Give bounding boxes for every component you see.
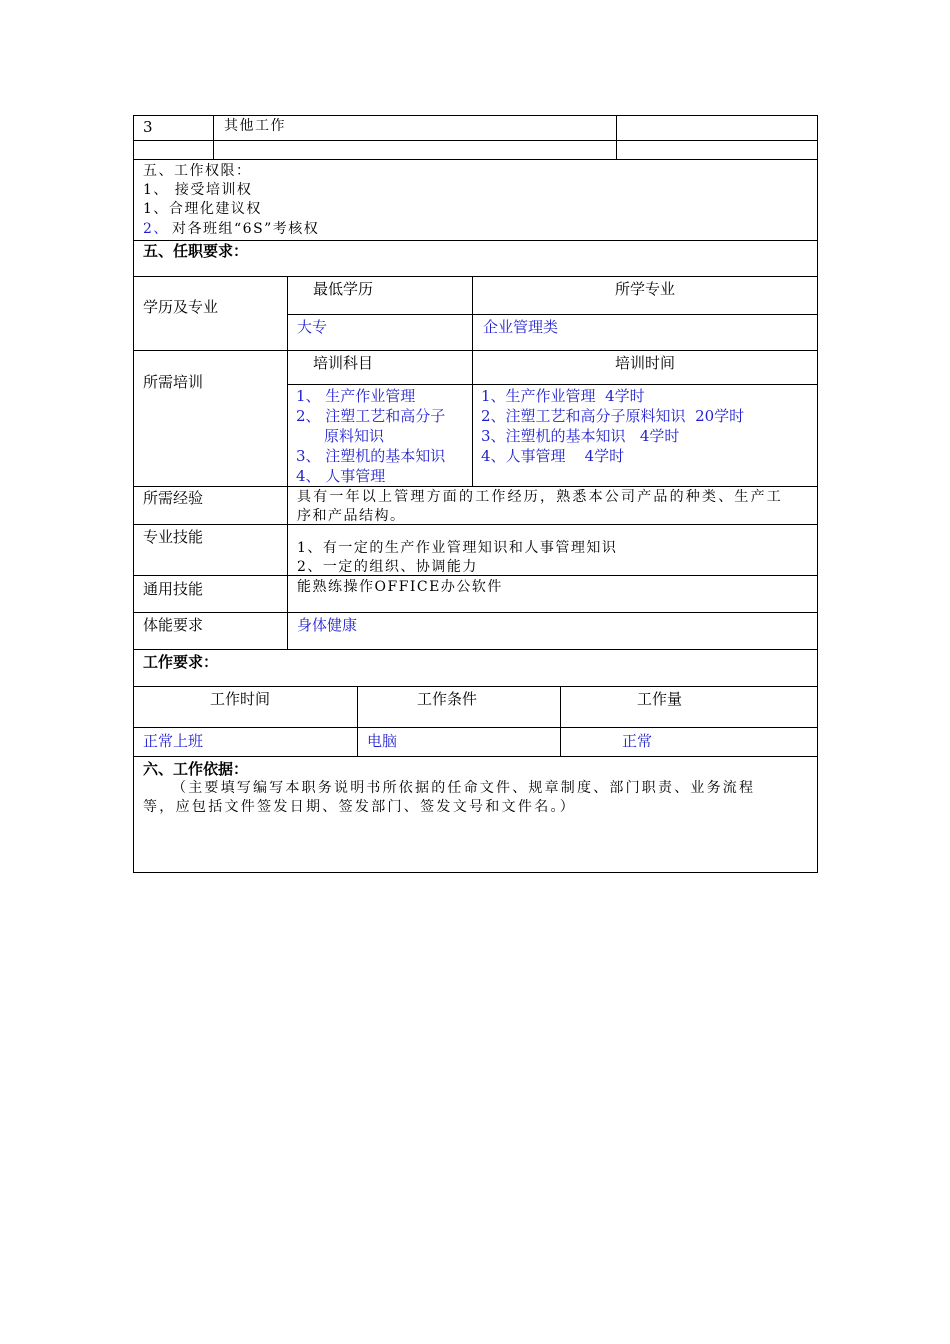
- authority-title: 五、工作权限：: [143, 163, 252, 179]
- skill-text: 2、一定的组织、协调能力: [297, 559, 478, 575]
- general-skill-label: 通用技能: [143, 580, 204, 598]
- training-subject: 1、 生产作业管理: [296, 387, 416, 405]
- table-line: [287, 314, 817, 315]
- table-line: [472, 276, 473, 486]
- physical-value: 身体健康: [297, 616, 358, 634]
- table-line: [133, 686, 817, 687]
- table-line: [133, 524, 817, 525]
- authority-item: 1、 接受培训权: [143, 182, 253, 198]
- edu-col-header: 所学专业: [615, 280, 676, 298]
- table-line: [133, 727, 817, 728]
- workload-value: 正常: [622, 732, 653, 750]
- general-skill-text: 能熟练操作OFFICE办公软件: [297, 579, 503, 595]
- training-col-header: 培训科目: [313, 354, 374, 372]
- table-border-left: [133, 115, 134, 872]
- experience-text: 序和产品结构。: [297, 508, 406, 524]
- table-line: [133, 649, 817, 650]
- table-line: [133, 756, 817, 757]
- work-req-title: 工作要求：: [143, 653, 219, 671]
- work-time-value: 正常上班: [143, 732, 204, 750]
- training-subject: 原料知识: [324, 427, 385, 445]
- edu-value: 大专: [297, 318, 328, 336]
- row-label: 其他工作: [224, 118, 286, 134]
- training-time: 2、注塑工艺和高分子原料知识 20学时: [481, 407, 745, 425]
- training-col-header: 培训时间: [615, 354, 676, 372]
- skill-label: 专业技能: [143, 528, 204, 546]
- table-line: [357, 686, 358, 756]
- authority-item-number: 2、: [143, 221, 169, 237]
- table-border-bottom: [133, 872, 818, 873]
- physical-label: 体能要求: [143, 616, 204, 634]
- experience-text: 具有一年以上管理方面的工作经历，熟悉本公司产品的种类、生产工: [297, 489, 783, 505]
- experience-label: 所需经验: [143, 489, 204, 507]
- basis-text: （主要填写编写本职务说明书所依据的任命文件、规章制度、部门职责、业务流程: [172, 780, 756, 796]
- table-line: [133, 276, 817, 277]
- edu-label: 学历及专业: [143, 298, 219, 316]
- basis-text: 等，应包括文件签发日期、签发部门、签发文号和文件名。）: [143, 799, 577, 815]
- table-line: [133, 159, 817, 160]
- table-line: [213, 115, 214, 159]
- row-number: 3: [143, 118, 153, 136]
- training-subject: 2、 注塑工艺和高分子: [296, 407, 446, 425]
- work-req-col-header: 工作时间: [210, 690, 271, 708]
- work-condition-value: 电脑: [367, 732, 398, 750]
- basis-title: 六、工作依据：: [143, 760, 249, 778]
- training-time: 4、人事管理 4学时: [481, 447, 625, 465]
- table-line: [560, 686, 561, 756]
- training-time: 3、注塑机的基本知识 4学时: [481, 427, 680, 445]
- authority-item: 1、合理化建议权: [143, 201, 262, 217]
- table-line: [287, 384, 817, 385]
- skill-text: 1、有一定的生产作业管理知识和人事管理知识: [297, 540, 618, 556]
- authority-item: 对各班组“6S”考核权: [172, 221, 320, 237]
- training-label: 所需培训: [143, 373, 204, 391]
- work-req-col-header: 工作量: [637, 690, 683, 708]
- table-border-right: [817, 115, 818, 872]
- training-time: 1、生产作业管理 4学时: [481, 387, 645, 405]
- requirements-title: 五、任职要求：: [143, 242, 249, 260]
- edu-col-header: 最低学历: [313, 280, 374, 298]
- table-line: [133, 612, 817, 613]
- table-line: [133, 140, 817, 141]
- major-value: 企业管理类: [483, 318, 559, 336]
- training-subject: 3、 注塑机的基本知识: [296, 447, 446, 465]
- training-subject: 4、 人事管理: [296, 467, 386, 485]
- table-line: [287, 276, 288, 649]
- table-line: [133, 350, 817, 351]
- work-req-col-header: 工作条件: [417, 690, 478, 708]
- table-line: [616, 115, 617, 159]
